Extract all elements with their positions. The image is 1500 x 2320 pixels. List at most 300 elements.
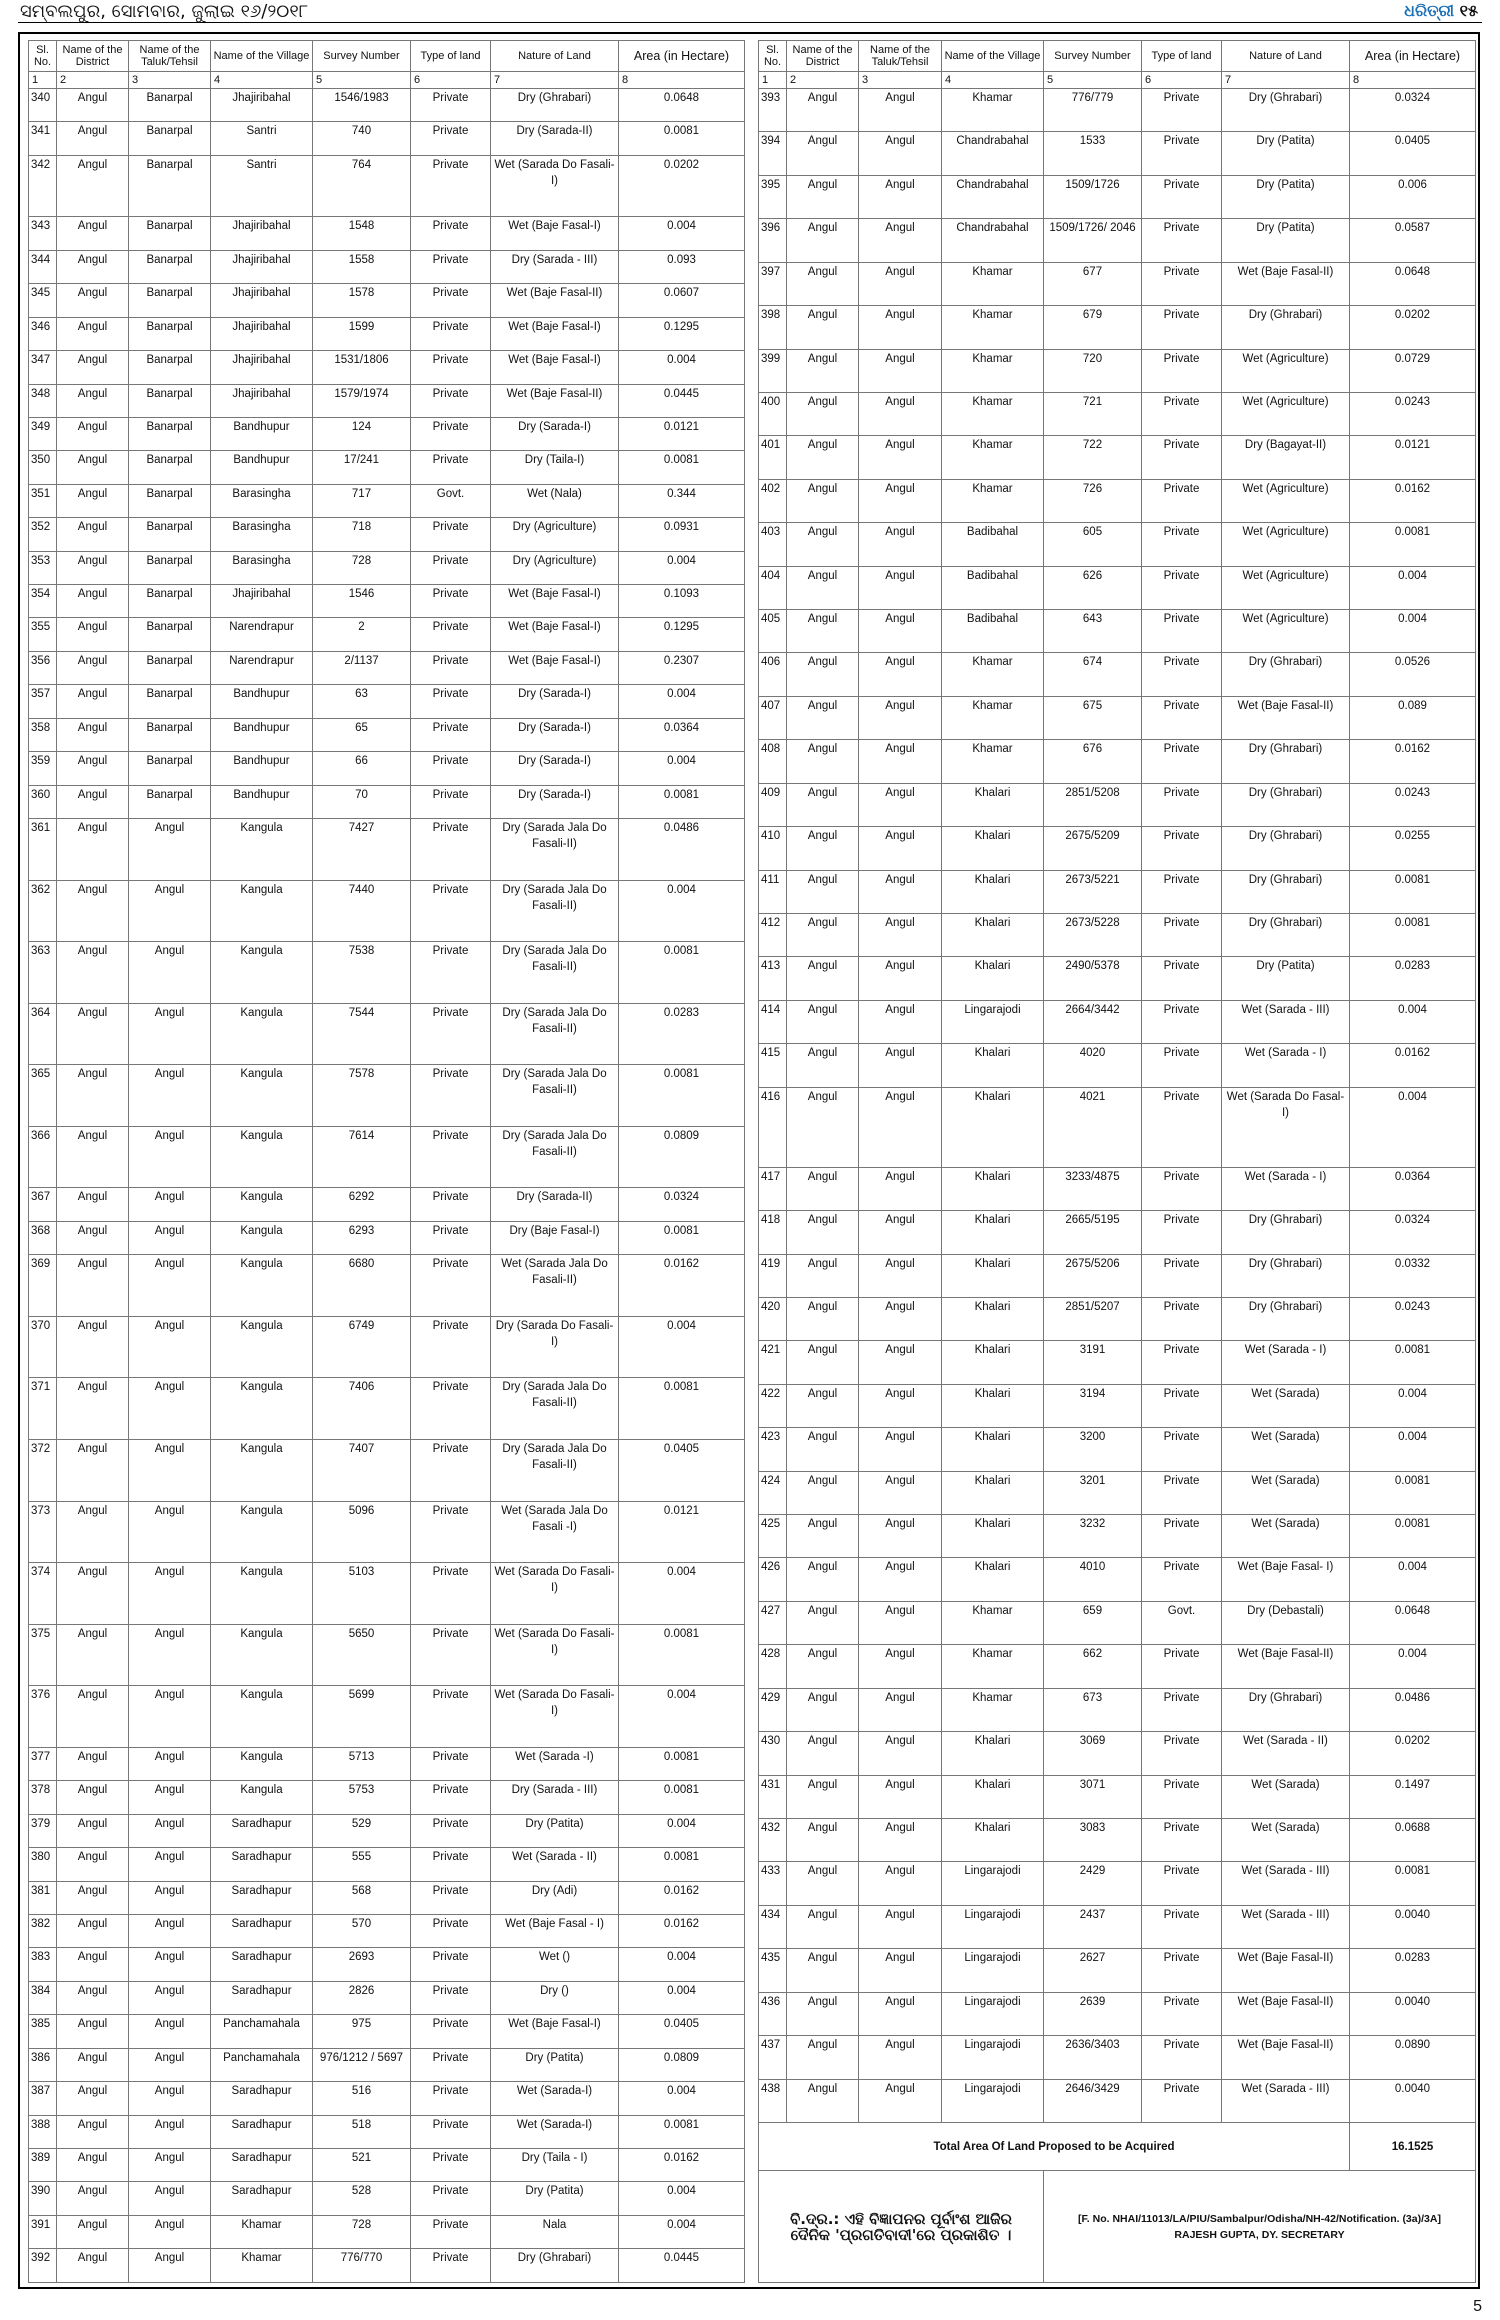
- table-cell: 0.004: [619, 1981, 745, 2014]
- table-cell: Angul: [787, 175, 859, 218]
- table-cell: Private: [1142, 1384, 1222, 1427]
- table-cell: Bandhupur: [211, 752, 313, 785]
- table-row: [29, 785, 745, 818]
- table-cell: Wet (Baje Fasal-II): [1222, 1645, 1350, 1688]
- table-cell: Saradhapur: [211, 2082, 313, 2115]
- table-row: [29, 2048, 745, 2081]
- table-cell: Angul: [787, 783, 859, 826]
- table-cell: 391: [29, 2215, 57, 2248]
- table-cell: 409: [759, 783, 787, 826]
- table-cell: Private: [1142, 1732, 1222, 1775]
- table-cell: 0.0648: [619, 89, 745, 122]
- table-cell: 3083: [1044, 1819, 1142, 1862]
- table-cell: 0.089: [1350, 696, 1476, 739]
- table-cell: 776/779: [1044, 89, 1142, 132]
- table-row: [759, 1558, 1476, 1601]
- table-cell: 0.0081: [619, 785, 745, 818]
- table-row: [759, 653, 1476, 696]
- table-cell: Angul: [57, 1747, 129, 1780]
- table-cell: 384: [29, 1981, 57, 2014]
- table-cell: Private: [1142, 1645, 1222, 1688]
- table-cell: Private: [1142, 1862, 1222, 1905]
- table-cell: Angul: [57, 1948, 129, 1981]
- table-cell: Dry (): [491, 1981, 619, 2014]
- table-row: [29, 518, 745, 551]
- table-row: [759, 1992, 1476, 2035]
- table-cell: Angul: [787, 1384, 859, 1427]
- table-cell: Bandhupur: [211, 451, 313, 484]
- table-cell: Angul: [57, 942, 129, 1004]
- table-cell: Khamar: [942, 392, 1044, 435]
- table-cell: Angul: [57, 317, 129, 350]
- table-cell: Angul: [57, 2015, 129, 2048]
- table-cell: Angul: [787, 132, 859, 175]
- table-cell: Private: [411, 250, 491, 283]
- table-cell: 340: [29, 89, 57, 122]
- table-cell: 0.0243: [1350, 392, 1476, 435]
- table-cell: 0.0729: [1350, 349, 1476, 392]
- table-cell: Private: [411, 384, 491, 417]
- table-cell: 726: [1044, 479, 1142, 522]
- table-cell: 0.004: [619, 880, 745, 942]
- colnum: 8: [1350, 72, 1476, 89]
- table-cell: Private: [411, 1501, 491, 1563]
- table-cell: 0.006: [1350, 175, 1476, 218]
- table-cell: 2429: [1044, 1862, 1142, 1905]
- table-cell: 2627: [1044, 1949, 1142, 1992]
- table-cell: Angul: [859, 870, 942, 913]
- table-cell: 0.004: [619, 551, 745, 584]
- table-cell: 605: [1044, 523, 1142, 566]
- table-cell: 364: [29, 1003, 57, 1065]
- table-cell: Angul: [57, 1814, 129, 1847]
- table-cell: Private: [1142, 1428, 1222, 1471]
- table-cell: 0.0081: [619, 1065, 745, 1127]
- table-cell: 0.0202: [1350, 1732, 1476, 1775]
- table-cell: Khalari: [942, 783, 1044, 826]
- table-cell: Angul: [787, 1471, 859, 1514]
- table-cell: Wet (Sarada - I): [1222, 1044, 1350, 1087]
- table-cell: 0.0648: [1350, 262, 1476, 305]
- total-value: 16.1525: [1350, 2123, 1476, 2171]
- table-cell: 367: [29, 1188, 57, 1221]
- table-cell: 425: [759, 1515, 787, 1558]
- table-row: [759, 1949, 1476, 1992]
- table-cell: Angul: [57, 217, 129, 250]
- table-cell: Dry (Sarada Jala Do Fasali-II): [491, 880, 619, 942]
- table-cell: Angul: [787, 870, 859, 913]
- table-cell: 0.0283: [1350, 1949, 1476, 1992]
- table-cell: Kangula: [211, 1378, 313, 1440]
- table-row: [759, 914, 1476, 957]
- table-cell: Khamar: [942, 1688, 1044, 1731]
- table-cell: 399: [759, 349, 787, 392]
- table-row: [29, 217, 745, 250]
- table-cell: 0.0162: [619, 2149, 745, 2182]
- table-cell: Angul: [787, 262, 859, 305]
- table-cell: 373: [29, 1501, 57, 1563]
- table-cell: Wet (Baje Fasal-I): [491, 351, 619, 384]
- table-cell: Dry (Debastali): [1222, 1601, 1350, 1644]
- table-cell: 0.0202: [1350, 306, 1476, 349]
- table-row: [29, 1686, 745, 1748]
- table-cell: 371: [29, 1378, 57, 1440]
- table-cell: Angul: [57, 1881, 129, 1914]
- table-cell: Angul: [859, 1775, 942, 1818]
- table-cell: Wet (Sarada -I): [491, 1747, 619, 1780]
- table-cell: Wet (Baje Fasal-I): [491, 2015, 619, 2048]
- col-nature: Nature of Land: [1222, 41, 1350, 72]
- table-cell: Angul: [129, 1440, 211, 1502]
- table-cell: Kangula: [211, 1440, 313, 1502]
- table-cell: 0.0405: [619, 2015, 745, 2048]
- table-row: [759, 696, 1476, 739]
- table-cell: 418: [759, 1211, 787, 1254]
- table-cell: 0.0081: [1350, 1341, 1476, 1384]
- table-cell: 351: [29, 484, 57, 517]
- table-cell: Angul: [859, 306, 942, 349]
- table-cell: Angul: [129, 1747, 211, 1780]
- footer-note-line2: ଦୈନିକ 'ପ୍ରଗତିବାଦୀ'ରେ ପ୍ରକାଶିତ ।: [790, 2225, 1012, 2244]
- table-row: [29, 1624, 745, 1686]
- table-cell: Angul: [129, 1781, 211, 1814]
- table-cell: 2826: [313, 1981, 411, 2014]
- table-cell: 0.0081: [619, 451, 745, 484]
- table-row: [29, 618, 745, 651]
- table-cell: Angul: [787, 306, 859, 349]
- table-row: [29, 1948, 745, 1981]
- table-cell: 357: [29, 685, 57, 718]
- table-cell: Khamar: [942, 1645, 1044, 1688]
- table-cell: Dry (Sarada - III): [491, 1781, 619, 1814]
- table-cell: Angul: [129, 819, 211, 881]
- table-cell: Angul: [129, 1814, 211, 1847]
- table-cell: Private: [411, 1848, 491, 1881]
- table-cell: Khalari: [942, 957, 1044, 1000]
- table-cell: Wet (Sarada - II): [491, 1848, 619, 1881]
- table-cell: Private: [1142, 1775, 1222, 1818]
- table-cell: Private: [1142, 306, 1222, 349]
- table-cell: 0.004: [619, 1563, 745, 1625]
- table-cell: 0.004: [619, 1316, 745, 1378]
- table-cell: Angul: [859, 566, 942, 609]
- table-cell: Angul: [787, 1775, 859, 1818]
- table-cell: 3200: [1044, 1428, 1142, 1471]
- table-cell: Angul: [787, 740, 859, 783]
- table-cell: Khalari: [942, 1775, 1044, 1818]
- table-cell: 0.0081: [619, 122, 745, 155]
- table-cell: 389: [29, 2149, 57, 2182]
- table-cell: Angul: [859, 1862, 942, 1905]
- col-survey: Survey Number: [1044, 41, 1142, 72]
- table-cell: 570: [313, 1915, 411, 1948]
- table-cell: Angul: [787, 1087, 859, 1167]
- table-cell: Wet (Baje Fasal-I): [491, 217, 619, 250]
- table-cell: Private: [1142, 870, 1222, 913]
- table-cell: Wet (Sarada): [1222, 1471, 1350, 1514]
- col-taluk: Name of the Taluk/Tehsil: [129, 41, 211, 72]
- table-cell: 7544: [313, 1003, 411, 1065]
- table-cell: Wet (Sarada): [1222, 1515, 1350, 1558]
- table-cell: Dry (Patita): [1222, 132, 1350, 175]
- table-cell: 349: [29, 417, 57, 450]
- table-cell: 410: [759, 827, 787, 870]
- table-row: [759, 740, 1476, 783]
- table-row: [29, 250, 745, 283]
- table-cell: 0.004: [619, 2082, 745, 2115]
- table-cell: Private: [411, 2082, 491, 2115]
- table-row: [759, 262, 1476, 305]
- table-cell: 518: [313, 2115, 411, 2148]
- table-cell: Banarpal: [129, 718, 211, 751]
- table-cell: 0.0324: [1350, 1211, 1476, 1254]
- table-cell: Angul: [787, 2036, 859, 2079]
- table-cell: 429: [759, 1688, 787, 1731]
- table-cell: Banarpal: [129, 618, 211, 651]
- table-cell: 0.1497: [1350, 1775, 1476, 1818]
- table-row: [29, 384, 745, 417]
- table-cell: 2665/5195: [1044, 1211, 1142, 1254]
- table-cell: Angul: [129, 2249, 211, 2283]
- table-cell: Wet (Sarada): [1222, 1819, 1350, 1862]
- table-cell: Khalari: [942, 1732, 1044, 1775]
- table-cell: Angul: [57, 752, 129, 785]
- table-cell: Bandhupur: [211, 685, 313, 718]
- table-cell: 0.0081: [619, 1221, 745, 1254]
- table-cell: 776/770: [313, 2249, 411, 2283]
- table-row: [29, 1781, 745, 1814]
- table-row: [29, 1188, 745, 1221]
- table-cell: Angul: [57, 651, 129, 684]
- table-row: [29, 2149, 745, 2182]
- table-cell: 0.1295: [619, 618, 745, 651]
- table-cell: 0.004: [1350, 1645, 1476, 1688]
- table-cell: 0.004: [619, 1686, 745, 1748]
- table-cell: Private: [1142, 1297, 1222, 1340]
- table-cell: 431: [759, 1775, 787, 1818]
- table-row: [759, 1819, 1476, 1862]
- colnum: 4: [211, 72, 313, 89]
- table-cell: Wet (Sarada Jala Do Fasali-II): [491, 1255, 619, 1317]
- table-cell: Angul: [129, 1188, 211, 1221]
- brand-name: ଧରିତ୍ରୀ: [1404, 1, 1455, 20]
- table-cell: Kangula: [211, 1003, 313, 1065]
- table-cell: Banarpal: [129, 417, 211, 450]
- table-cell: 0.004: [619, 1814, 745, 1847]
- table-cell: 359: [29, 752, 57, 785]
- colnum: 1: [759, 72, 787, 89]
- table-cell: 0.1295: [619, 317, 745, 350]
- col-district: Name of the District: [787, 41, 859, 72]
- table-cell: Saradhapur: [211, 1848, 313, 1881]
- table-cell: Private: [411, 685, 491, 718]
- table-cell: Dry (Ghrabari): [1222, 870, 1350, 913]
- table-cell: Wet (Sarada-I): [491, 2082, 619, 2115]
- table-cell: 419: [759, 1254, 787, 1297]
- table-cell: 0.0081: [619, 942, 745, 1004]
- table-cell: Private: [411, 2015, 491, 2048]
- table-cell: 0.004: [1350, 1000, 1476, 1043]
- table-row: [29, 89, 745, 122]
- table-cell: Angul: [129, 1316, 211, 1378]
- table-row: [759, 1000, 1476, 1043]
- table-cell: Dry (Ghrabari): [1222, 1297, 1350, 1340]
- table-cell: 0.0324: [1350, 89, 1476, 132]
- table-cell: Angul: [859, 1688, 942, 1731]
- table-cell: 0.0931: [619, 518, 745, 551]
- table-cell: 370: [29, 1316, 57, 1378]
- table-cell: 412: [759, 914, 787, 957]
- table-cell: 0.0526: [1350, 653, 1476, 696]
- table-cell: Dry (Sarada Do Fasali-I): [491, 1316, 619, 1378]
- table-cell: Badibahal: [942, 566, 1044, 609]
- table-row: [759, 1167, 1476, 1210]
- table-cell: Angul: [57, 1501, 129, 1563]
- table-cell: 424: [759, 1471, 787, 1514]
- table-cell: Wet (Baje Fasal-I): [491, 651, 619, 684]
- table-row: [759, 1688, 1476, 1731]
- table-cell: Saradhapur: [211, 1915, 313, 1948]
- table-cell: Nala: [491, 2215, 619, 2248]
- table-cell: Dry (Bagayat-II): [1222, 436, 1350, 479]
- table-cell: Khamar: [942, 740, 1044, 783]
- table-cell: Angul: [787, 2079, 859, 2122]
- table-cell: Private: [1142, 827, 1222, 870]
- table-cell: Angul: [859, 1949, 942, 1992]
- table-cell: Wet (): [491, 1948, 619, 1981]
- table-cell: Kangula: [211, 1686, 313, 1748]
- table-cell: Dry (Agriculture): [491, 551, 619, 584]
- table-cell: Banarpal: [129, 484, 211, 517]
- table-cell: Narendrapur: [211, 651, 313, 684]
- table-cell: Kangula: [211, 819, 313, 881]
- table-cell: 398: [759, 306, 787, 349]
- table-row: [759, 2079, 1476, 2122]
- table-cell: Angul: [787, 1949, 859, 1992]
- table-cell: Khalari: [942, 1254, 1044, 1297]
- table-cell: 662: [1044, 1645, 1142, 1688]
- table-cell: Angul: [57, 1563, 129, 1625]
- table-cell: 674: [1044, 653, 1142, 696]
- table-cell: Private: [1142, 1341, 1222, 1384]
- table-row: [759, 1297, 1476, 1340]
- table-cell: Kangula: [211, 1501, 313, 1563]
- table-cell: Angul: [859, 479, 942, 522]
- table-cell: 528: [313, 2182, 411, 2215]
- table-cell: Dry (Ghrabari): [1222, 740, 1350, 783]
- table-cell: Angul: [787, 89, 859, 132]
- table-row: [759, 392, 1476, 435]
- table-row: [29, 2082, 745, 2115]
- table-cell: 394: [759, 132, 787, 175]
- table-cell: Angul: [57, 1255, 129, 1317]
- table-cell: 675: [1044, 696, 1142, 739]
- table-cell: Private: [411, 1948, 491, 1981]
- table-cell: Angul: [129, 1255, 211, 1317]
- table-cell: 1546/1983: [313, 89, 411, 122]
- table-cell: 0.004: [619, 752, 745, 785]
- table-cell: Dry (Sarada-I): [491, 685, 619, 718]
- table-cell: Angul: [129, 1378, 211, 1440]
- table-cell: 0.0243: [1350, 783, 1476, 826]
- col-type: Type of land: [1142, 41, 1222, 72]
- table-row: [759, 89, 1476, 132]
- table-cell: Private: [411, 1126, 491, 1188]
- table-cell: 3191: [1044, 1341, 1142, 1384]
- table-cell: 7440: [313, 880, 411, 942]
- table-cell: Private: [411, 1003, 491, 1065]
- table-cell: Angul: [57, 1378, 129, 1440]
- table-cell: Angul: [129, 1126, 211, 1188]
- table-cell: Angul: [787, 1341, 859, 1384]
- table-row: [29, 1915, 745, 1948]
- table-cell: 0.0445: [619, 2249, 745, 2283]
- table-cell: 408: [759, 740, 787, 783]
- table-cell: Angul: [787, 1819, 859, 1862]
- table-cell: Private: [411, 2215, 491, 2248]
- table-row: [29, 685, 745, 718]
- table-cell: Private: [411, 1981, 491, 2014]
- table-cell: 0.093: [619, 250, 745, 283]
- table-cell: Khamar: [211, 2249, 313, 2283]
- table-cell: Wet (Sarada - III): [1222, 2079, 1350, 2122]
- table-row: [759, 1044, 1476, 1087]
- table-cell: Angul: [787, 957, 859, 1000]
- colnum: 7: [1222, 72, 1350, 89]
- table-cell: Private: [1142, 262, 1222, 305]
- table-cell: 430: [759, 1732, 787, 1775]
- table-cell: 365: [29, 1065, 57, 1127]
- table-cell: 388: [29, 2115, 57, 2148]
- table-cell: Jhajiribahal: [211, 317, 313, 350]
- table-cell: Angul: [787, 1428, 859, 1471]
- table-cell: Angul: [859, 262, 942, 305]
- table-cell: Khalari: [942, 1471, 1044, 1514]
- table-cell: Wet (Sarada - II): [1222, 1732, 1350, 1775]
- table-cell: Wet (Sarada - III): [1222, 1905, 1350, 1948]
- table-cell: Angul: [129, 2149, 211, 2182]
- table-row: [29, 2249, 745, 2283]
- table-cell: Barasingha: [211, 551, 313, 584]
- table-cell: 3232: [1044, 1515, 1142, 1558]
- table-row: [29, 651, 745, 684]
- table-cell: 352: [29, 518, 57, 551]
- table-row: [29, 1065, 745, 1127]
- table-cell: 0.0081: [1350, 523, 1476, 566]
- table-cell: Banarpal: [129, 89, 211, 122]
- table-cell: Wet (Baje Fasal-I): [491, 585, 619, 618]
- table-cell: Lingarajodi: [942, 2079, 1044, 2122]
- table-cell: Private: [1142, 1211, 1222, 1254]
- table-cell: Wet (Nala): [491, 484, 619, 517]
- table-cell: Angul: [787, 1044, 859, 1087]
- table-cell: Angul: [859, 2079, 942, 2122]
- table-cell: Private: [1142, 696, 1222, 739]
- table-cell: 643: [1044, 610, 1142, 653]
- table-cell: 2490/5378: [1044, 957, 1142, 1000]
- table-cell: 353: [29, 551, 57, 584]
- table-cell: 0.0162: [619, 1881, 745, 1914]
- table-cell: Angul: [129, 1003, 211, 1065]
- table-cell: Angul: [129, 942, 211, 1004]
- table-cell: Angul: [859, 436, 942, 479]
- table-cell: Khamar: [942, 306, 1044, 349]
- table-cell: 0.0243: [1350, 1297, 1476, 1340]
- table-cell: 6293: [313, 1221, 411, 1254]
- table-cell: 0.0081: [619, 1624, 745, 1686]
- table-cell: 0.0121: [619, 417, 745, 450]
- table-cell: 401: [759, 436, 787, 479]
